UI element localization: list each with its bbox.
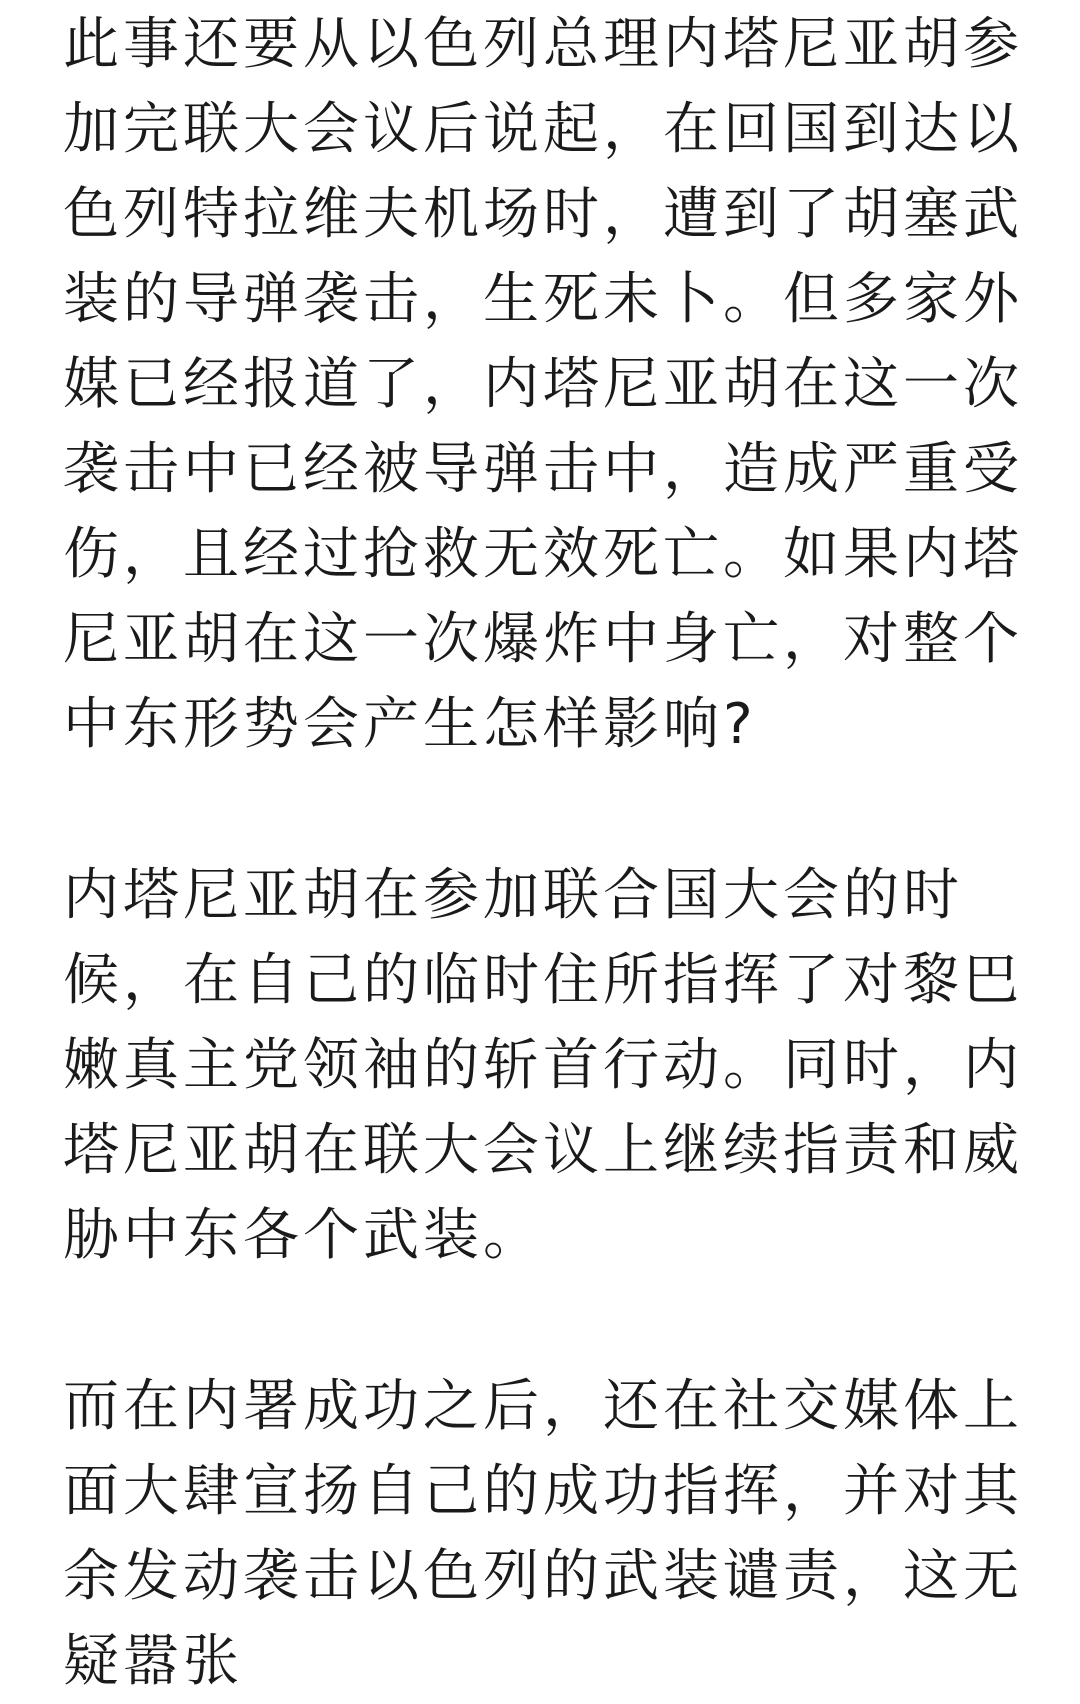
paragraph-gap bbox=[63, 767, 1023, 853]
paragraph-3: 而在内署成功之后，还在社交媒体上面大肆宣扬自己的成功指挥，并对其余发动袭击以色列的武装谴责，这无疑嚣张 bbox=[63, 1374, 1023, 1694]
paragraph-1: 此事还要从以色列总理内塔尼亚胡参加完联大会议后说起，在回国到达以色列特拉维夫机场时，遭到了胡塞武装的导弹袭击，生死未卜。但多家外媒已经报道了，内塔尼亚胡在这一次袭击中已经被导弹击中，造成严重受伤，且经过抢救无效死亡。如果内塔尼亚胡在这一次爆炸中身亡，对整个中东形势会产生怎样影响? bbox=[63, 12, 1023, 757]
paragraph-gap bbox=[63, 1278, 1023, 1364]
paragraph-2: 内塔尼亚胡在参加联合国大会的时候，在自己的临时住所指挥了对黎巴嫩真主党领袖的斩首行动。同时，内塔尼亚胡在联大会议上继续指责和威胁中东各个武装。 bbox=[63, 863, 1023, 1268]
article-body bbox=[63, 2, 1023, 1704]
